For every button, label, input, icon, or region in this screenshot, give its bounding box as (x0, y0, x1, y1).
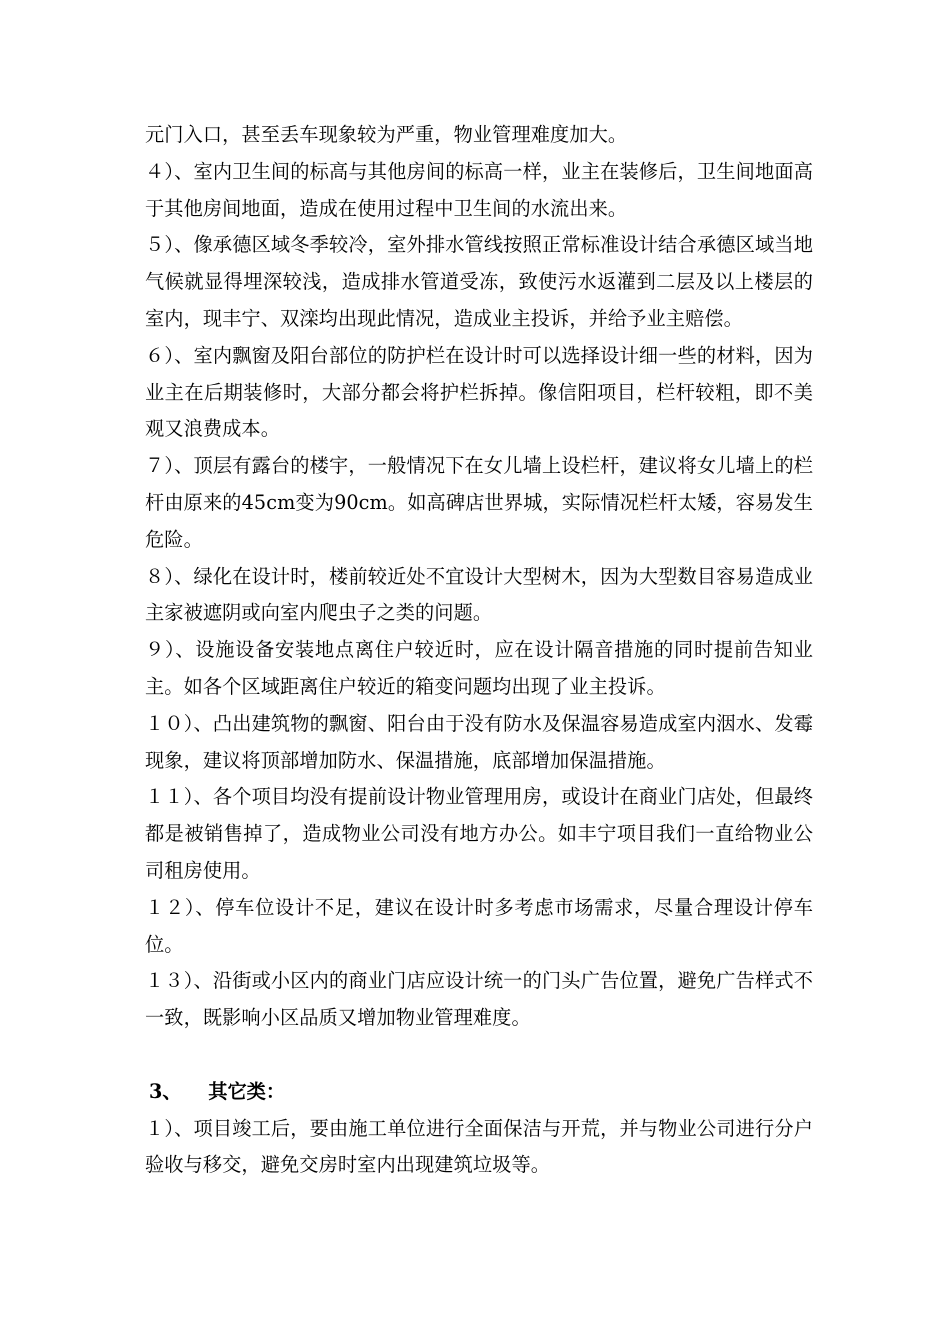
paragraph-item-7: ７）、顶层有露台的楼宇，一般情况下在女儿墙上设栏杆，建议将女儿墙上的栏杆由原来的45cm变为90cm。如高碑店世界城，实际情况栏杆太矮，容易发生危险。 (145, 454, 813, 551)
paragraph-item-10: １０）、凸出建筑物的飘窗、阳台由于没有防水及保温容易造成室内洇水、发霉现象，建议将顶部增加防水、保温措施，底部增加保温措施。 (145, 711, 813, 772)
paragraph-item-11: １１）、各个项目均没有提前设计物业管理用房，或设计在商业门店处，但最终都是被销售掉了，造成物业公司没有地方办公。如丰宁项目我们一直给物业公司租房使用。 (145, 785, 813, 882)
paragraph-continued: 元门入口，甚至丢车现象较为严重，物业管理难度加大。 (145, 123, 628, 146)
paragraph-item-5: ５）、像承德区域冬季较冷，室外排水管线按照正常标准设计结合承德区域当地气候就显得埋深较浅，造成排水管道受冻，致使污水返灌到二层及以上楼层的室内，现丰宁、双滦均出现此情况，造成业主投诉，并给予业主赔偿。 (145, 233, 813, 330)
paragraph-item-12: １２）、停车位设计不足，建议在设计时多考虑市场需求，尽量合理设计停车位。 (145, 895, 813, 956)
paragraph-item-9: ９）、设施设备安装地点离住户较近时，应在设计隔音措施的同时提前告知业主。如各个区域距离住户较近的箱变问题均出现了业主投诉。 (145, 638, 813, 698)
blank-line (145, 1037, 813, 1074)
section-heading-3: 3、 其它类： (149, 1079, 286, 1103)
paragraph-item-4: ４）、室内卫生间的标高与其他房间的标高一样，业主在装修后，卫生间地面高于其他房间地面，造成在使用过程中卫生间的水流出来。 (145, 159, 813, 220)
paragraph-item-6: ６）、室内飘窗及阳台部位的防护栏在设计时可以选择设计细一些的材料，因为业主在后期装修时，大部分都会将护栏拆掉。像信阳项目，栏杆较粗，即不美观又浪费成本。 (145, 343, 813, 441)
document-page (145, 117, 813, 1184)
paragraph-item-13: １３）、沿街或小区内的商业门店应设计统一的门头广告位置，避免广告样式不一致，既影响小区品质又增加物业管理难度。 (145, 969, 813, 1030)
section-3-paragraph-1: １）、项目竣工后，要由施工单位进行全面保洁与开荒，并与物业公司进行分户验收与移交，避免交房时室内出现建筑垃圾等。 (145, 1116, 813, 1177)
paragraph-item-8: ８）、绿化在设计时，楼前较近处不宜设计大型树木，因为大型数目容易造成业主家被遮阴或向室内爬虫子之类的问题。 (145, 564, 813, 625)
